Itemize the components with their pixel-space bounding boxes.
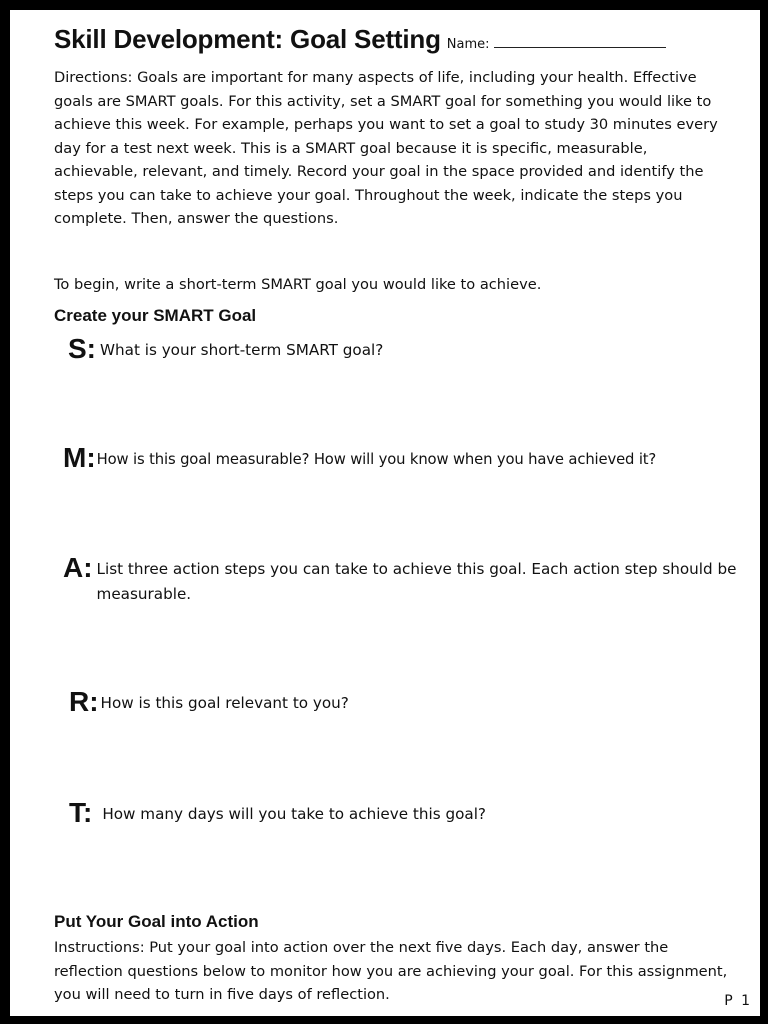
smart-question-r: How is this goal relevant to you? — [100, 694, 349, 712]
worksheet-page — [10, 10, 760, 1016]
smart-letter-r: R: — [69, 686, 99, 717]
directions-text: Directions: Goals are important for many aspects of life, including your health. Effective goals are SMART goals. For this activity, set a SMART goal for something you would like to achieve this week. For example, perhaps you want to set a goal to study 30 minutes every day for a test next week. This is a SMART goal because it is specific, measurable, achievable, relevant, and timely. Record your goal in the space provided and identify the steps you can take to achieve your goal. Throughout the week, indicate the steps you complete. Then, answer the questions. — [54, 69, 718, 227]
smart-letter-m: M: — [63, 442, 96, 473]
smart-row-t — [69, 798, 749, 828]
smart-letter-s: S: — [68, 333, 96, 364]
smart-letter-t: T: — [69, 797, 93, 828]
create-smart-goal-heading: Create your SMART Goal — [54, 306, 257, 325]
instructions-text: Instructions: Put your goal into action over the next five days. Each day, answer the reflection questions below to monitor how you are achieving your goal. For this assignment, you will need to turn in five days of reflection. — [54, 939, 728, 1003]
header — [54, 24, 666, 55]
smart-question-a: List three action steps you can take to achieve this goal. Each action step should be measurable. — [96, 560, 737, 603]
put-goal-into-action-heading: Put Your Goal into Action — [54, 912, 259, 931]
smart-question-t: How many days will you take to achieve this goal? — [102, 805, 486, 823]
page-number: P 1 — [724, 993, 752, 1009]
smart-letter-a: A: — [63, 552, 93, 583]
smart-row-r — [69, 687, 749, 717]
smart-row-s — [68, 334, 748, 364]
smart-question-m: How is this goal measurable? How will you know when you have achieved it? — [96, 451, 657, 468]
smart-question-s: What is your short-term SMART goal? — [100, 341, 384, 359]
page-title: Skill Development: Goal Setting — [54, 24, 441, 54]
name-label: Name: — [446, 37, 490, 52]
name-field-line[interactable] — [494, 47, 666, 48]
begin-text: To begin, write a short-term SMART goal you would like to achieve. — [54, 276, 542, 293]
smart-row-a — [63, 553, 743, 607]
smart-row-m — [63, 443, 760, 473]
